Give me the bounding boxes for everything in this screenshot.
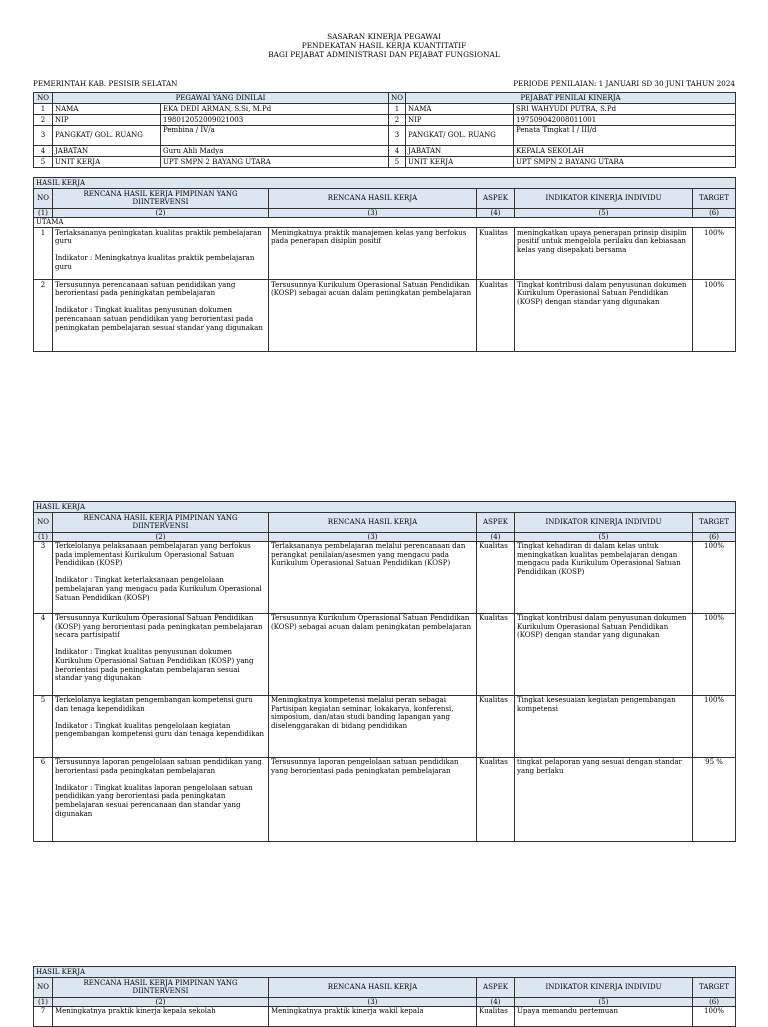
- col-header-indikator: INDIKATOR KINERJA INDIVIDU: [515, 188, 693, 208]
- column-number-row: [34, 532, 736, 541]
- row-number: 2: [34, 280, 53, 352]
- col-header-rencana: RENCANA HASIL KERJA: [269, 977, 477, 997]
- column-header-row: [34, 188, 736, 208]
- document-title-line-2: PENDEKATAN HASIL KERJA KUANTITATIF: [301, 41, 467, 50]
- pegawai-value: EKA DEDI ARMAN, S.Si, M.Pd: [161, 104, 389, 115]
- pejabat-penilai-header: PEJABAT PENILAI KINERJA: [406, 93, 736, 104]
- target-cell: 100%: [693, 541, 736, 613]
- rencana-hasil-kerja-cell: Tersusunnya laporan pengelolaan satuan pendidikan yang berorientasi pada peningkatan pembelajaran: [269, 757, 477, 841]
- target-cell: 100%: [693, 1006, 736, 1026]
- row-number: 3: [34, 126, 53, 146]
- instansi-label: PEMERINTAH KAB. PESISIR SELATAN: [33, 79, 178, 88]
- row-number: 5: [34, 157, 53, 168]
- table-row: [34, 104, 736, 115]
- target-cell: 100%: [693, 695, 736, 757]
- indikator-cell: tingkat pelaporan yang sesuai dengan standar yang berlaku: [515, 757, 693, 841]
- utama-band: [34, 217, 736, 228]
- target-cell: 100%: [693, 280, 736, 352]
- col-number: (6): [693, 208, 736, 217]
- rencana-pimpinan-text: Tersusunnya perencanaan satuan pendidikan yang berorientasi pada peningkatan pembelajaran: [55, 280, 236, 298]
- periode-penilaian: PERIODE PENILAIAN: 1 JANUARI SD 30 JUNI TAHUN 2024: [513, 79, 735, 88]
- col-header-target: TARGET: [693, 188, 736, 208]
- pegawai-value: Guru Ahli Madya: [161, 146, 389, 157]
- col-number: (3): [269, 997, 477, 1006]
- hasil-kerja-band: [34, 178, 736, 189]
- col-header-rencana-pimpinan: RENCANA HASIL KERJA PIMPINAN YANG DIINTERVENSI: [53, 188, 269, 208]
- indikator-pimpinan-text: Indikator : Tingkat kualitas pengelolaan kegiatan pengembangan kompetensi guru dan tenaga kependidikan: [55, 721, 265, 739]
- col-number: (4): [477, 532, 515, 541]
- indikator-pimpinan-text: Indikator : Tingkat kualitas laporan pengelolaan satuan pendidikan yang berorientasi pada peningkatan pembelajaran sesuai perencanaan dan standar yang digunakan: [55, 783, 253, 818]
- field-label: NAMA: [53, 104, 161, 115]
- rencana-hasil-kerja-cell: Terlaksananya pembelajaran melalui perencanaan dan perangkat penilaian/asesmen yang mengacu pada Kurikulum Operasional Satuan Pendidikan (KOSP): [269, 541, 477, 613]
- penilai-value: KEPALA SEKOLAH: [514, 146, 736, 157]
- pegawai-value: 198012052009021003: [161, 115, 389, 126]
- col-number: (6): [693, 532, 736, 541]
- employee-table: [33, 92, 736, 168]
- indikator-pimpinan-text: Indikator : Tingkat keterlaksanaan pengelolaan pembelajaran yang mengacu pada Kurikulum Operasional Satuan Pendidikan (KOSP): [55, 576, 262, 602]
- row-number: 4: [389, 146, 406, 157]
- no-header: NO: [34, 93, 53, 104]
- col-header-no: NO: [34, 188, 53, 208]
- col-number: (2): [53, 997, 269, 1006]
- indikator-cell: Tingkat kontribusi dalam penyusunan dokumen Kurikulum Operasional Satuan Pendidikan (KOSP) dengan standar yang digunakan: [515, 280, 693, 352]
- row-number: 3: [34, 541, 53, 613]
- rencana-hasil-kerja-cell: Meningkatnya praktik manajemen kelas yang berfokus pada penerapan disiplin positif: [269, 228, 477, 280]
- field-label: PANGKAT/ GOL. RUANG: [406, 126, 514, 146]
- row-number: 5: [389, 157, 406, 168]
- table-row: [34, 228, 736, 280]
- field-label: JABATAN: [406, 146, 514, 157]
- hasil-kerja-table-1: [33, 177, 736, 352]
- document-title-line-3: BAGI PEJABAT ADMINISTRASI DAN PEJABAT FUNGSIONAL: [268, 50, 500, 59]
- column-header-row: [34, 977, 736, 997]
- col-number: (3): [269, 532, 477, 541]
- row-number: 2: [34, 115, 53, 126]
- row-number: 7: [34, 1006, 53, 1026]
- col-number: (2): [53, 532, 269, 541]
- rencana-hasil-kerja-cell: Meningkatnya kompetensi melalui peran sebagai Partisipan kegiatan seminar, lokakarya, konferensi, simposium, dan/atau studi banding lapangan yang diselenggarakan di bidang pendidikan: [269, 695, 477, 757]
- indikator-cell: meningkatkan upaya penerapan prinsip disiplin positif untuk mengelola perilaku dan kebiasaan kelas yang disepakati bersama: [515, 228, 693, 280]
- table-row: [34, 115, 736, 126]
- row-number: 1: [34, 104, 53, 115]
- rencana-pimpinan-cell: [53, 757, 269, 841]
- col-header-rencana: RENCANA HASIL KERJA: [269, 512, 477, 532]
- col-header-target: TARGET: [693, 512, 736, 532]
- col-number: (1): [34, 997, 53, 1006]
- pegawai-value: Pembina / IV/a: [161, 126, 389, 146]
- field-label: PANGKAT/ GOL. RUANG: [53, 126, 161, 146]
- penilai-value: 197509042008011001: [514, 115, 736, 126]
- document-title-line-1: SASARAN KINERJA PEGAWAI: [327, 32, 441, 41]
- rencana-hasil-kerja-cell: Meningkatnya praktik kinerja wakil kepala: [269, 1006, 477, 1026]
- row-number: 4: [34, 146, 53, 157]
- target-cell: 100%: [693, 613, 736, 695]
- target-cell: 95 %: [693, 757, 736, 841]
- col-header-aspek: ASPEK: [477, 512, 515, 532]
- pegawai-value: UPT SMPN 2 BAYANG UTARA: [161, 157, 389, 168]
- aspek-cell: Kualitas: [477, 228, 515, 280]
- field-label: UNIT KERJA: [53, 157, 161, 168]
- table-row: [34, 157, 736, 168]
- rencana-pimpinan-cell: [53, 613, 269, 695]
- indikator-cell: Tingkat kesesuaian kegiatan pengembangan kompetensi: [515, 695, 693, 757]
- aspek-cell: Kualitas: [477, 541, 515, 613]
- rencana-hasil-kerja-cell: Tersusunnya Kurikulum Operasional Satuan Pendidikan (KOSP) sebagai acuan dalam peningkatan pembelajaran: [269, 280, 477, 352]
- aspek-cell: Kualitas: [477, 1006, 515, 1026]
- target-cell: 100%: [693, 228, 736, 280]
- col-header-no: NO: [34, 977, 53, 997]
- col-number: (2): [53, 208, 269, 217]
- row-number: 1: [34, 228, 53, 280]
- hasil-kerja-band: [34, 967, 736, 978]
- penilai-value: UPT SMPN 2 BAYANG UTARA: [514, 157, 736, 168]
- rencana-pimpinan-cell: Meningkatnya praktik kinerja kepala sekolah: [53, 1006, 269, 1026]
- col-header-rencana-pimpinan: RENCANA HASIL KERJA PIMPINAN YANG DIINTERVENSI: [53, 512, 269, 532]
- table-row: [34, 146, 736, 157]
- col-number: (3): [269, 208, 477, 217]
- col-number: (1): [34, 532, 53, 541]
- section-label: HASIL KERJA: [34, 178, 736, 189]
- col-header-rencana: RENCANA HASIL KERJA: [269, 188, 477, 208]
- column-header-row: [34, 512, 736, 532]
- field-label: NAMA: [406, 104, 514, 115]
- table-row: [34, 280, 736, 352]
- col-header-rencana-pimpinan: RENCANA HASIL KERJA PIMPINAN YANG DIINTERVENSI: [53, 977, 269, 997]
- rencana-pimpinan-text: Tersusunnya laporan pengelolaan satuan pendidikan yang berorientasi pada peningkatan pembelajaran: [55, 758, 262, 775]
- table-row: [34, 695, 736, 757]
- col-number: (4): [477, 997, 515, 1006]
- table-row: [34, 541, 736, 613]
- section-label: HASIL KERJA: [34, 502, 736, 513]
- field-label: JABATAN: [53, 146, 161, 157]
- no-header: NO: [389, 93, 406, 104]
- row-number: 3: [389, 126, 406, 146]
- indikator-pimpinan-text: Indikator : Meningkatnya kualitas praktik pembelajaran guru: [55, 254, 255, 272]
- field-label: UNIT KERJA: [406, 157, 514, 168]
- penilai-value: SRI WAHYUDI PUTRA, S.Pd: [514, 104, 736, 115]
- rencana-pimpinan-text: Terlaksananya peningkatan kualitas praktik pembelajaran guru: [55, 228, 262, 246]
- rencana-pimpinan-cell: [53, 280, 269, 352]
- penilai-value: Penata Tingkat I / III/d: [514, 126, 736, 146]
- employee-table-header: [34, 93, 736, 104]
- col-number: (5): [515, 208, 693, 217]
- aspek-cell: Kualitas: [477, 280, 515, 352]
- aspek-cell: Kualitas: [477, 695, 515, 757]
- col-header-indikator: INDIKATOR KINERJA INDIVIDU: [515, 977, 693, 997]
- rencana-pimpinan-cell: [53, 695, 269, 757]
- field-label: NIP: [53, 115, 161, 126]
- col-header-indikator: INDIKATOR KINERJA INDIVIDU: [515, 512, 693, 532]
- column-number-row: [34, 208, 736, 217]
- rencana-pimpinan-cell: [53, 541, 269, 613]
- col-header-no: NO: [34, 512, 53, 532]
- hasil-kerja-band: [34, 502, 736, 513]
- row-number: 6: [34, 757, 53, 841]
- indikator-pimpinan-text: Indikator : Tingkat kualitas penyusunan dokumen perencanaan satuan pendidikan yang berorientasi pada peningkatan pembelajaran sesuai standar yang digunakan: [55, 306, 263, 332]
- table-row: [34, 126, 736, 146]
- col-number: (6): [693, 997, 736, 1006]
- indikator-pimpinan-text: Indikator : Tingkat kualitas penyusunan dokumen Kurikulum Operasional Satuan Pendidikan (KOSP) yang berorientasi pada peningkatan pembelajaran sesuai standar yang digunakan: [55, 648, 254, 683]
- rencana-hasil-kerja-cell: Tersusunnya Kurikulum Operasional Satuan Pendidikan (KOSP) sebagai acuan dalam peningkatan pembelajaran: [269, 613, 477, 695]
- indikator-cell: Tingkat kontribusi dalam penyusunan dokumen Kurikulum Operasional Satuan Pendidikan (KOSP) dengan standar yang digunakan: [515, 613, 693, 695]
- rencana-pimpinan-cell: [53, 228, 269, 280]
- column-number-row: [34, 997, 736, 1006]
- aspek-cell: Kualitas: [477, 613, 515, 695]
- utama-label: UTAMA: [34, 217, 736, 228]
- col-header-target: TARGET: [693, 977, 736, 997]
- table-row: [34, 757, 736, 841]
- rencana-pimpinan-text: Tersusunnya Kurikulum Operasional Satuan Pendidikan (KOSP) yang berorientasi pada peningkatan pembelajaran secara partisipatif: [55, 614, 263, 640]
- col-number: (1): [34, 208, 53, 217]
- row-number: 2: [389, 115, 406, 126]
- indikator-cell: Upaya memandu pertemuan: [515, 1006, 693, 1026]
- hasil-kerja-table-3: [33, 966, 736, 1027]
- rencana-pimpinan-text: Terkelolanya pelaksanaan pembelajaran yang berfokus pada implementasi Kurikulum Operasional Satuan Pendidikan (KOSP): [55, 542, 251, 568]
- hasil-kerja-table-2: [33, 501, 736, 842]
- row-number: 1: [389, 104, 406, 115]
- col-header-aspek: ASPEK: [477, 188, 515, 208]
- aspek-cell: Kualitas: [477, 757, 515, 841]
- row-number: 5: [34, 695, 53, 757]
- col-header-aspek: ASPEK: [477, 977, 515, 997]
- rencana-pimpinan-text: Terkelolanya kegiatan pengembangan kompetensi guru dan tenaga kependidikan: [55, 696, 253, 713]
- section-label: HASIL KERJA: [34, 967, 736, 978]
- col-number: (5): [515, 532, 693, 541]
- table-row: [34, 613, 736, 695]
- col-number: (4): [477, 208, 515, 217]
- col-number: (5): [515, 997, 693, 1006]
- row-number: 4: [34, 613, 53, 695]
- table-row: [34, 1006, 736, 1026]
- field-label: NIP: [406, 115, 514, 126]
- indikator-cell: Tingkat kehadiran di dalam kelas untuk meningkatkan kualitas pembelajaran dengan mengacu pada Kurikulum Operasional Satuan Pendidikan (KOSP): [515, 541, 693, 613]
- pegawai-dinilai-header: PEGAWAI YANG DINILAI: [53, 93, 389, 104]
